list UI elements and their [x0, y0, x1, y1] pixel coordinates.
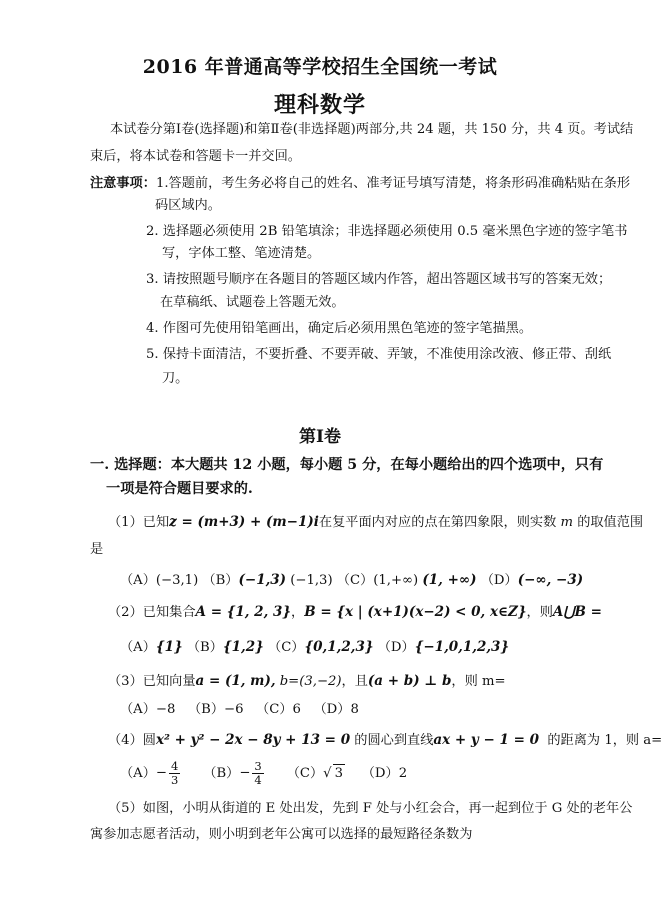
part-instruction-line-2: 一项是符合题目要求的. [106, 481, 253, 497]
q4-option-d: 2 [398, 766, 408, 781]
q4-line-equation: ax + y − 1 = 0 [433, 732, 539, 748]
note-3-num: 3. [146, 272, 159, 287]
q4-option-b-label: （B） [203, 766, 240, 781]
note-5-line-2: 刀。 [162, 371, 189, 386]
note-4-line-1: 作图可先使用铅笔画出，确定后必须用黑色笔迹的签字笔描黑。 [162, 321, 533, 336]
q4-text-2: 的距离为 1，则 a= [547, 733, 662, 748]
notes-block [90, 175, 630, 193]
q3-option-d: 8 [350, 702, 359, 717]
q4-option-c-label: （C） [286, 766, 324, 781]
note-4 [146, 320, 532, 338]
exam-title: 2016 年普通高等学校招生全国统一考试 [142, 56, 498, 78]
q3-text-2: ，则 m= [451, 674, 506, 689]
q2-option-a-label: （A） [120, 640, 156, 655]
q4-option-b-sign: − [239, 765, 251, 781]
exam-subtitle: 理科数学 [273, 92, 366, 118]
note-3-line-2: 在草稿纸、试题卷上答题无效。 [160, 295, 345, 310]
q3-options [120, 701, 359, 719]
q2-option-c-label: （C） [268, 640, 305, 655]
notes-label: 注意事项： [90, 176, 156, 191]
note-3-line-1: 请按照题号顺序在各题目的答题区域内作答，超出答题区域书写的答案无效； [162, 272, 612, 287]
note-1-line-1: 答题前，考生务必将自己的姓名、准考证号填写清楚，将条形码准确粘贴在条形 [168, 176, 631, 191]
q4-option-a-label: （A） [120, 766, 156, 781]
note-5-line-1: 保持卡面清洁，不要折叠、不要弄破、弄皱，不准使用涂改液、修正带、刮纸 [162, 347, 612, 362]
part-instruction-line-1: 一. 选择题：本大题共 12 小题，每小题 5 分，在每小题给出的四个选项中，只有 [90, 457, 604, 473]
q1-text-2: 的取值范围 [577, 515, 644, 530]
q4-prefix: （4）圆 [108, 733, 156, 748]
question-2-stem [108, 603, 602, 622]
q2-text: ，则 [526, 605, 553, 620]
q3-vector-b: b=(3,−2) [279, 674, 342, 689]
note-2-line-2: 写，字体工整、笔迹清楚。 [162, 246, 321, 261]
q4-option-c-radicand: 3 [334, 766, 343, 781]
q2-option-c: {0,1,2,3} [304, 639, 374, 655]
q1-options [120, 571, 583, 590]
q4-option-d-label: （D） [361, 766, 399, 781]
q2-option-d: {−1,0,1,2,3} [414, 639, 510, 655]
q1-text: 在复平面内对应的点在第四象限，则实数 [318, 515, 557, 530]
q3-option-c-label: （C） [256, 702, 293, 717]
q2-option-b: {1,2} [222, 639, 264, 655]
q4-option-a-numerator: 4 [170, 759, 179, 773]
note-5 [146, 346, 611, 364]
q2-options [120, 638, 509, 657]
q1-stem-line-2: 是 [90, 542, 104, 557]
note-1-line-2: 码区域内。 [155, 198, 221, 213]
q4-option-b-denominator: 4 [254, 773, 262, 787]
note-5-num: 5. [146, 347, 159, 362]
q4-option-a-denominator: 3 [170, 773, 179, 787]
q1-option-a: (−3,1) [155, 573, 199, 588]
q2-set-b: B = {x | (x+1)(x−2) < 0, x∈Z} [304, 604, 527, 620]
q3-option-c: 6 [292, 702, 301, 717]
q3-text: ，且 [341, 674, 368, 689]
q2-prefix: （2）已知集合 [108, 605, 196, 620]
q1-var: m [560, 515, 573, 530]
q2-result: A⋃B = [552, 604, 602, 620]
q4-circle-equation: x² + y² − 2x − 8y + 13 = 0 [155, 732, 351, 748]
intro-line-2: 束后，将本试卷和答题卡一并交回。 [90, 149, 301, 164]
q3-option-d-label: （D） [313, 702, 351, 717]
q1-option-d-formula: (−∞, −3) [517, 572, 584, 588]
q1-option-b-text: (−1,3) [290, 573, 333, 588]
question-4-stem [108, 731, 662, 750]
q3-condition: (a + b) ⊥ b [367, 673, 452, 689]
q1-option-b-formula: (−1,3) [238, 572, 287, 588]
question-5-line-1: （5）如图，小明从街道的 E 处出发，先到 F 处与小红会合，再一起到位于 G 处的老年公 [108, 801, 633, 816]
question-5-line-2: 寓参加志愿者活动，则小明到老年公寓可以选择的最短路径条数为 [90, 827, 473, 842]
sqrt-icon: √ [323, 766, 332, 781]
q3-option-a-label: （A） [120, 702, 156, 717]
q3-option-a: −8 [155, 702, 176, 717]
q2-option-a: {1} [155, 639, 183, 655]
q3-vector-a: a = (1, m), [195, 673, 276, 689]
q2-set-a: A = {1, 2, 3} [195, 604, 292, 620]
q1-option-c-text: (1,+∞) [373, 573, 419, 588]
q4-option-a-fraction [169, 760, 180, 787]
q4-option-b-numerator: 3 [254, 759, 262, 773]
note-1-num: 1. [155, 176, 169, 191]
q2-comma: ， [291, 605, 305, 620]
q4-option-b-fraction [252, 760, 263, 787]
note-3 [146, 271, 611, 289]
q1-option-a-label: （A） [120, 573, 156, 588]
question-1-stem [108, 513, 643, 532]
q1-option-c-label: （C） [336, 573, 374, 588]
q1-option-d-label: （D） [480, 573, 518, 588]
q3-option-b-label: （B） [187, 702, 225, 717]
q1-option-c-formula: (1, +∞) [422, 572, 477, 588]
q4-text: 的圆心到直线 [354, 733, 434, 748]
q3-option-b: −6 [224, 702, 244, 717]
note-2 [146, 223, 627, 241]
q1-option-b-label: （B） [202, 573, 239, 588]
q1-prefix: （1）已知 [108, 515, 170, 530]
q2-option-b-label: （B） [186, 640, 223, 655]
note-2-num: 2. [146, 224, 159, 239]
question-3-stem [108, 672, 506, 691]
note-2-line-1: 选择题必须使用 2B 铅笔填涂；非选择题必须使用 0.5 毫米黑色字迹的签字笔书 [162, 224, 628, 239]
q1-formula: z = (m+3) + (m−1)i [169, 514, 319, 530]
q4-option-a-sign: − [155, 765, 167, 781]
q2-option-d-label: （D） [377, 640, 415, 655]
q4-options [120, 760, 407, 787]
note-4-num: 4. [146, 321, 159, 336]
q3-prefix: （3）已知向量 [108, 674, 196, 689]
intro-line-1: 本试卷分第Ⅰ卷(选择题)和第Ⅱ卷(非选择题)两部分,共 24 题，共 150 分，共 4 页。考试结 [110, 122, 634, 137]
section-title: 第Ⅰ卷 [299, 427, 341, 447]
